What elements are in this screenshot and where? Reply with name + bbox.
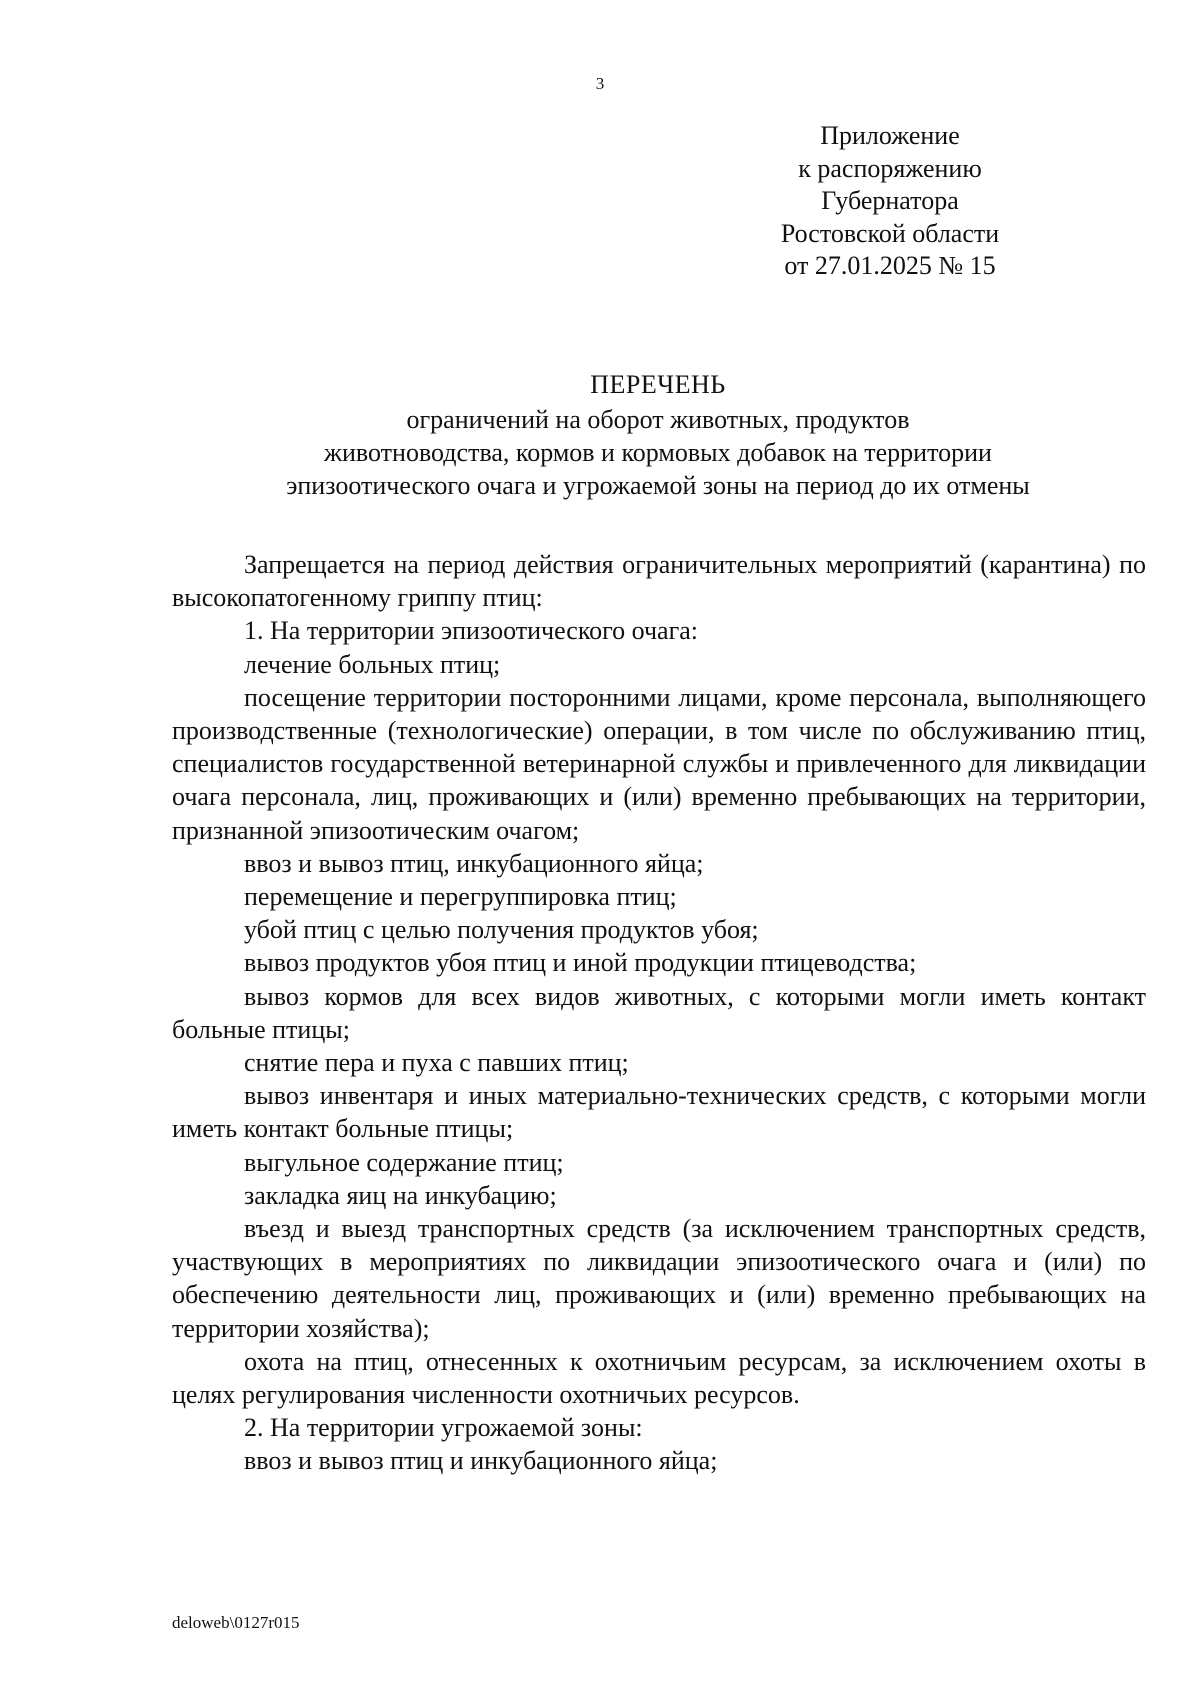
document-subtitle-line: ограничений на оборот животных, продуктов	[406, 405, 910, 434]
appendix-line: от 27.01.2025 № 15	[784, 251, 996, 280]
document-subtitle-line: животноводства, кормов и кормовых добавок на территории	[324, 438, 992, 467]
paragraph: ввоз и вывоз птиц и инкубационного яйца;	[244, 1446, 718, 1476]
document-title: ПЕРЕЧЕНЬ	[590, 370, 726, 399]
paragraph: охота на птиц, отнесенных к охотничьим ресурсам, за исключением охоты в целях регулирования численности охотничьих ресурсов.	[172, 1346, 1146, 1410]
appendix-line: к распоряжению	[798, 153, 982, 183]
page-number: 3	[595, 74, 605, 93]
paragraph: лечение больных птиц;	[244, 649, 501, 679]
paragraph: ввоз и вывоз птиц, инкубационного яйца;	[244, 848, 704, 878]
paragraph: посещение территории посторонними лицами, кроме персонала, выполняющего производственные (технологические) операции, в том числе по обслуживанию птиц, специалистов государственной ветеринарной службы и привлеченного для ликвидации очага персонала, лиц, проживающих и (или) временно пребывающих на территории, признанной эпизоотическим очагом;	[172, 682, 1146, 845]
paragraph: въезд и выезд транспортных средств (за исключением транспортных средств, участвующих в мероприятиях по ликвидации эпизоотического очага и (или) по обеспечению деятельности лиц, проживающих и (или) временно пребывающих на территории хозяйства);	[172, 1214, 1146, 1343]
paragraph: выгульное содержание птиц;	[244, 1147, 564, 1177]
footer-document-code: deloweb\0127r015	[172, 1613, 300, 1632]
document-heading	[170, 368, 1146, 502]
paragraph: закладка яиц на инкубацию;	[244, 1180, 557, 1210]
paragraph: 2. На территории угрожаемой зоны:	[244, 1413, 643, 1443]
paragraph: 1. На территории эпизоотического очага:	[244, 616, 699, 646]
paragraph: снятие пера и пуха с павших птиц;	[244, 1048, 629, 1078]
paragraph: вывоз инвентаря и иных материально-технических средств, с которыми могли иметь контакт больные птицы;	[172, 1081, 1146, 1144]
paragraph: Запрещается на период действия ограничительных мероприятий (карантина) по высокопатогенному гриппу птиц:	[172, 550, 1146, 613]
document-body	[172, 548, 1146, 1478]
paragraph: убой птиц с целью получения продуктов убоя;	[244, 915, 759, 945]
paragraph: вывоз продуктов убоя птиц и иной продукции птицеводства;	[244, 948, 917, 978]
paragraph: вывоз кормов для всех видов животных, с которыми могли иметь контакт больные птицы;	[172, 981, 1146, 1044]
document-subtitle-line: эпизоотического очага и угрожаемой зоны на период до их отмены	[286, 471, 1030, 500]
appendix-line: Приложение	[820, 121, 960, 150]
appendix-header	[740, 120, 1040, 283]
appendix-line: Ростовской области	[780, 218, 1000, 248]
appendix-line: Губернатора	[821, 186, 959, 215]
paragraph: перемещение и перегруппировка птиц;	[244, 882, 677, 912]
